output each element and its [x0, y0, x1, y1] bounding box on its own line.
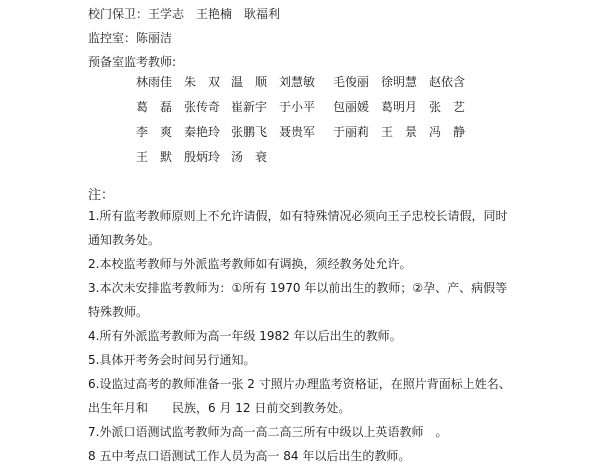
teacher-name: 李 爽 [136, 125, 173, 139]
teacher-name: 林雨佳 [136, 75, 173, 89]
monitor-room-line: 监控室：陈丽洁 [88, 31, 173, 45]
teacher-name: 赵依含 [429, 75, 466, 89]
note-line: 7.外派口语测试监考教师为高一高二高三所有中级以上英语教师 。 [88, 425, 448, 439]
teacher-name: 葛明月 [381, 100, 418, 114]
note-line: 3.本次未安排监考教师为：①所有 1970 年以前出生的教师；②孕、产、病假等 [88, 281, 508, 295]
note-line: 2.本校监考教师与外派监考教师如有调换，须经教务处允许。 [88, 257, 412, 271]
gate-guard-line: 校门保卫：王学志 王艳楠 耿福利 [88, 7, 281, 21]
teacher-name: 温 顺 [231, 75, 268, 89]
teacher-name: 于小平 [279, 100, 316, 114]
teacher-name: 王 景 [381, 125, 418, 139]
teacher-name: 包丽媛 [333, 100, 370, 114]
teacher-name: 崔新宇 [231, 100, 268, 114]
teacher-name: 于丽莉 [333, 125, 370, 139]
note-line: 4.所有外派监考教师为高一年级 1982 年以后出生的教师。 [88, 329, 402, 343]
teacher-name: 张鹏飞 [231, 125, 268, 139]
note-line: 出生年月和 民族，6 月 12 日前交到教务处。 [88, 401, 351, 415]
note-line: 1.所有监考教师原则上不允许请假，如有特殊情况必须向王子忠校长请假，同时 [88, 209, 508, 223]
teacher-name: 张 艺 [429, 100, 466, 114]
teacher-name: 朱 双 [184, 75, 221, 89]
note-line: 6.设监过高考的教师准备一张 2 寸照片办理监考资格证，在照片背面标上姓名、 [88, 377, 511, 391]
teacher-name: 殷炳玲 [184, 150, 221, 164]
teacher-name: 葛 磊 [136, 100, 173, 114]
note-line: 5.具体开考务会时间另行通知。 [88, 353, 256, 367]
teacher-name: 刘慧敏 [279, 75, 316, 89]
teacher-name: 汤 衰 [231, 150, 268, 164]
notes-label: 注： [88, 188, 115, 203]
note-line: 特殊教师。 [88, 305, 149, 319]
teacher-name: 王 默 [136, 150, 173, 164]
teacher-name: 毛俊丽 [333, 75, 370, 89]
teacher-name: 聂贵军 [279, 125, 316, 139]
teacher-name: 张传奇 [184, 100, 221, 114]
reserve-room-heading: 预备室监考教师: [88, 55, 177, 69]
note-line: 通知教务处。 [88, 233, 161, 247]
note-line: 8 五中考点口语测试工作人员为高一 84 年以后出生的教师。 [88, 449, 411, 463]
teacher-name: 秦艳玲 [184, 125, 221, 139]
teacher-name: 徐明慧 [381, 75, 418, 89]
teacher-name: 冯 静 [429, 125, 466, 139]
